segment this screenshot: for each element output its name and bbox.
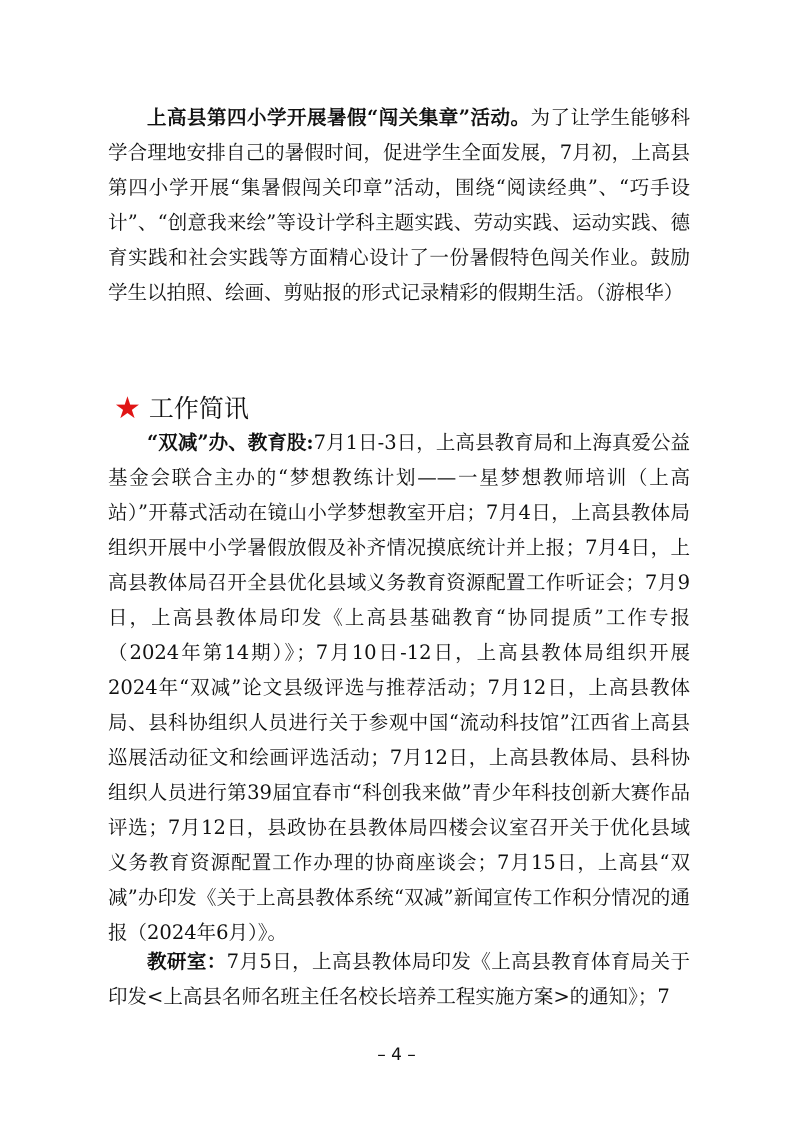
paragraph-body: 为了让学生能够科学合理地安排自己的暑假时间，促进学生全面发展，7月初，上高县第四小学开展“集暑假闯关印章”活动，围绕“阅读经典”、“巧手设计”、“创意我来绘”等设计学科主题实践、劳动实践、运动实践、德育实践和社会实践等方面精心设计了一份暑假特色闯关作业。鼓励学生以拍照、绘画、剪贴报的形式记录精彩的假期生活。（游根华） — [108, 106, 690, 304]
teaching-research-paragraph — [108, 944, 690, 1014]
paragraph-lead: 上高县第四小学开展暑假“闯关集章”活动。 — [147, 106, 531, 129]
school-activity-paragraph — [108, 100, 690, 310]
paragraph-body: 7月5日，上高县教体局印发《上高县教育体育局关于印发<上高县名师名班主任名校长培养工程实施方案>的通知》；7 — [108, 950, 690, 1008]
section-heading — [114, 392, 249, 426]
section-heading-title: 工作简讯 — [148, 394, 249, 423]
paragraph-lead: 教研室： — [147, 950, 227, 973]
star-icon: ★ — [114, 391, 141, 426]
page-number: – 4 – — [377, 1045, 416, 1065]
double-reduction-office-paragraph — [108, 425, 690, 950]
paragraph-lead: “双减”办、教育股: — [147, 431, 314, 454]
paragraph-body: 7月1日-3日，上高县教育局和上海真爱公益基金会联合主办的“梦想教练计划——一星梦想教师培训（上高站）”开幕式活动在镜山小学梦想教室开启；7月4日，上高县教体局组织开展中小学暑假放假及补齐情况摸底统计并上报；7月4日，上高县教体局召开全县优化县域义务教育资源配置工作听证会；7月9日，上高县教体局印发《上高县基础教育“协同提质”工作专报（2024年第14期）》；7月10日-12日，上高县教体局组织开展2024年“双减”论文县级评选与推荐活动；7月12日，上高县教体局、县科协组织人员进行关于参观中国“流动科技馆”江西省上高县巡展活动征文和绘画评选活动；7月12日，上高县教体局、县科协组织人员进行第39届宜春市“科创我来做”青少年科技创新大赛作品评选；7月12日，县政协在县教体局四楼会议室召开关于优化县域义务教育资源配置工作办理的协商座谈会；7月15日，上高县“双减”办印发《关于上高县教体系统“双减”新闻宣传工作积分情况的通报（2024年6月）》。 — [108, 431, 690, 944]
